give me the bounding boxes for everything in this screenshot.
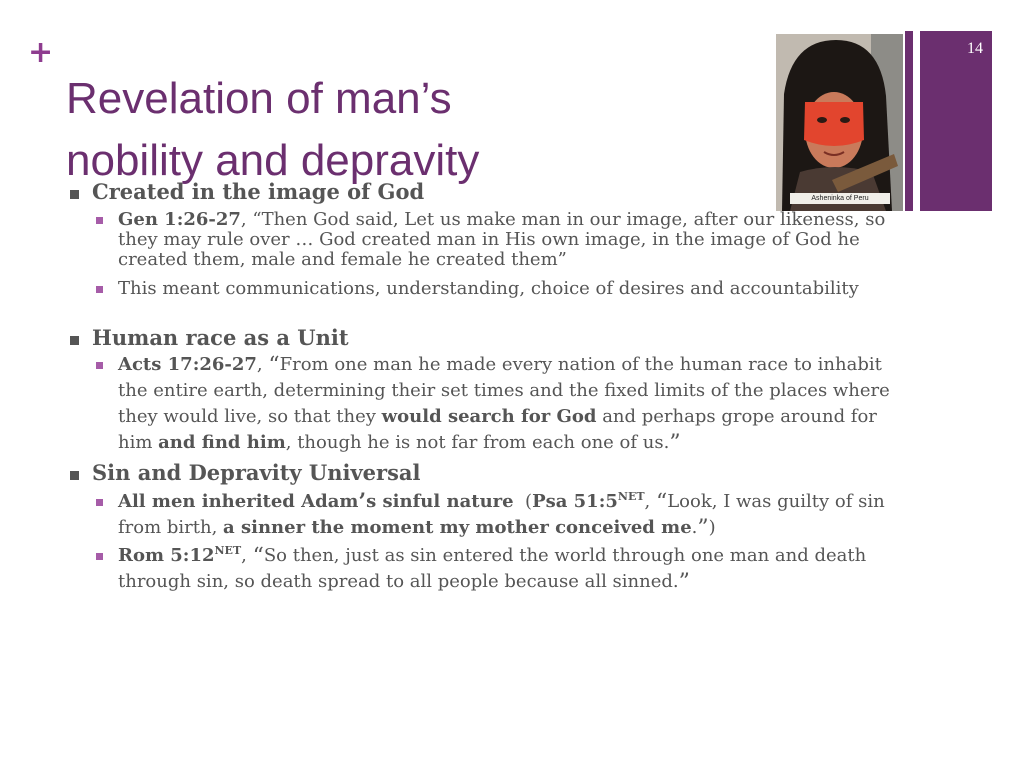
translation-superscript: NET [214, 544, 242, 557]
bullet-square-icon [96, 362, 103, 369]
bullet-sin-depravity [68, 459, 900, 487]
bullet-heading: Sin and Depravity Universal [92, 460, 421, 485]
quote-text: Look, I was guilty of sin from birth, [118, 491, 885, 538]
translation-superscript: NET [617, 490, 645, 503]
bullet-text: This meant communications, understanding, choice of desires and accountability [118, 278, 859, 299]
slide-number: 14 [967, 40, 983, 57]
close-quote-mark: ” [697, 516, 709, 541]
slide-title [66, 68, 666, 192]
bullet-created-in-image [68, 178, 900, 206]
bullet-square-icon [96, 286, 103, 293]
quote-text: . [691, 517, 698, 538]
sub-bullet-acts [68, 352, 900, 456]
quote-text: From one man he made every nation of the human race to inhabit the entire earth, determining their set times and the fixed limits of the places where they would live, so that they [118, 354, 890, 427]
bullet-square-icon [70, 190, 79, 199]
bullet-human-race [68, 324, 900, 352]
scripture-quote: “Then God said, Let us make man in our image, after our likeness, so they may rule over … God created man in His own image, in the image of God he created them, male and female he created them” [118, 209, 886, 270]
emphasis-text: a sinner the moment my mother conceived me [223, 517, 692, 538]
scripture-reference: Rom 5:12 [118, 545, 215, 566]
emphasis-text: and find him [158, 432, 286, 453]
bullet-square-icon [96, 217, 103, 224]
separator: , [241, 545, 253, 566]
sub-bullet-meaning [68, 279, 900, 299]
sub-bullet-romans [68, 543, 900, 595]
photo-caption: Asheninka of Peru [790, 193, 890, 204]
plus-icon: + [28, 35, 54, 70]
separator: , [256, 354, 269, 375]
scripture-reference: Psa 51:5 [532, 491, 618, 512]
bullet-square-icon [70, 336, 79, 345]
slide-body [68, 178, 900, 595]
bullet-heading: Created in the image of God [92, 179, 425, 204]
sub-bullet-psalm [68, 489, 900, 541]
bullet-heading: Human race as a Unit [92, 325, 349, 350]
emphasis-text: s sinful nature [366, 491, 514, 512]
quote-text: , though he is not far from each one of us. [285, 432, 670, 453]
quote-text: So then, just as sin entered the world through one man and death through sin, so death spread to all people because all sinned. [118, 545, 867, 592]
sub-bullet-genesis: Gen 1:26-27, “Then God said, Let us make man in our image, after our likeness, so they may rule over … God created man in His own image, in the image of God he created them, male and female he created them” [68, 210, 900, 270]
scripture-reference: Acts 17:26-27 [118, 354, 257, 375]
paren-text: ) [708, 517, 716, 538]
open-quote-mark: “ [268, 353, 280, 378]
quote-text: and perhaps grope around for him [118, 406, 877, 453]
emphasis-text: All men inherited Adam [118, 491, 359, 512]
scripture-reference: Gen 1:26-27 [118, 209, 241, 230]
close-quote-mark: ” [669, 431, 681, 456]
slide-number-box [920, 31, 992, 211]
bullet-square-icon [96, 499, 103, 506]
open-quote-mark: “ [252, 544, 264, 569]
slide-title-line-2: nobility and depravity [66, 136, 480, 185]
paren-text: ( [513, 491, 533, 512]
bullet-square-icon [96, 553, 103, 560]
accent-bar [905, 31, 913, 211]
open-quote-mark: “ [655, 490, 668, 515]
close-quote-mark: ” [678, 570, 690, 595]
emphasis-text: would search for God [381, 406, 597, 427]
apostrophe-mark: ’ [358, 489, 367, 515]
separator: , [644, 491, 656, 512]
bullet-square-icon [70, 471, 79, 480]
slide-title-line-1: Revelation of man’s [66, 74, 452, 123]
